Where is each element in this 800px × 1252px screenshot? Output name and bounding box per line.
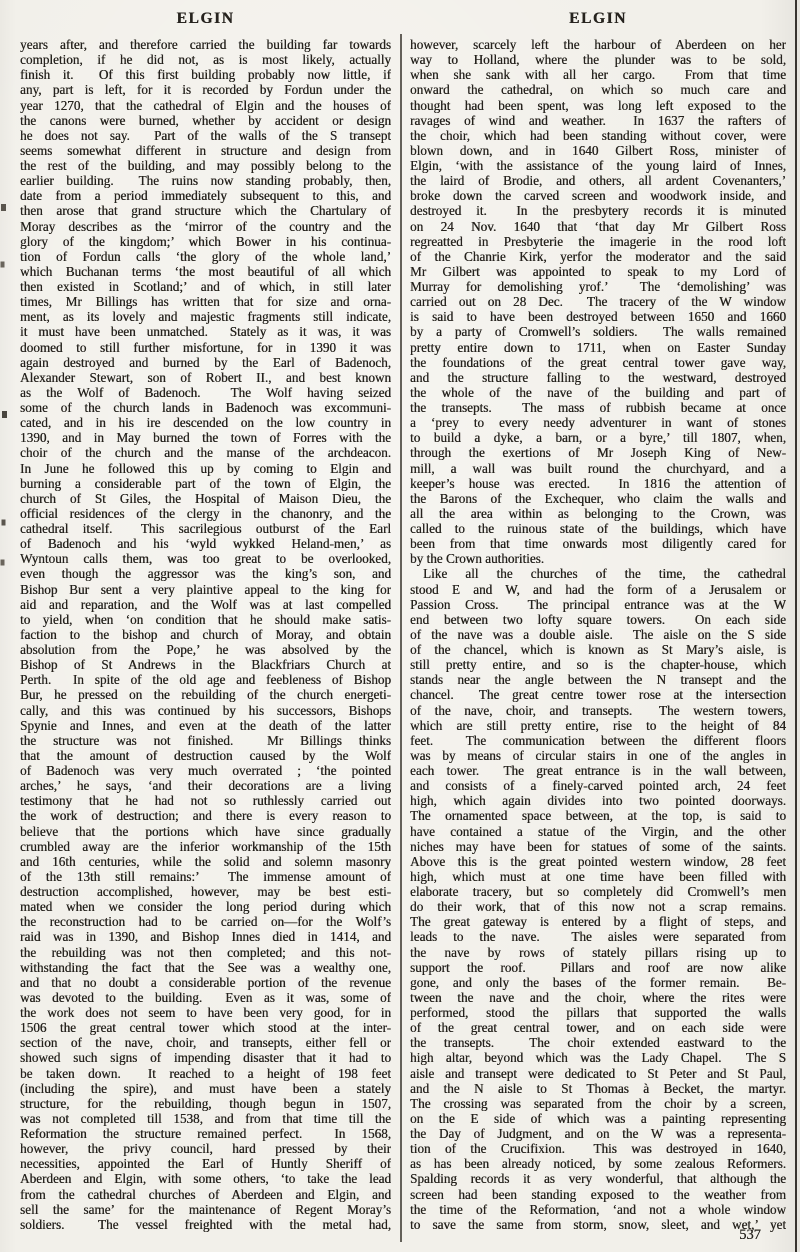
text-line: choir of the church and the manse of the archdeacon. — [20, 445, 391, 461]
text-line: year 1270, that the cathedral of Elgin and the houses of — [20, 97, 391, 113]
text-line: onward the cathedral, on which so much care and — [410, 82, 786, 98]
text-line: Murray for demolishing yrof.’ The ‘demolishing’ was — [410, 279, 786, 294]
text-line: tween the nave and the choir, where the rites were — [410, 989, 786, 1005]
text-line: Spalding records it as very wonderful, that although the — [410, 1171, 786, 1187]
running-head-left: ELGIN — [176, 10, 235, 27]
text-line: earlier building. The ruins now standing probably, then, — [20, 173, 391, 189]
text-line: Reformation the structure remained perfect. In 1568, — [20, 1126, 391, 1141]
text-line: structure, for the rebuilding, though begun in 1507, — [20, 1095, 391, 1111]
text-line: ment, as its lovely and majestic fragments still indicate, — [20, 309, 391, 325]
text-line: high altar, beyond which was the Lady Chapel. The S — [410, 1050, 786, 1066]
text-line: destroyed it. In the presbytery records it is minuted — [410, 203, 786, 219]
text-line: which are still pretty entire, rise to the height of 84 — [410, 717, 786, 733]
text-line: testimony that he had not so ruthlessly carried out — [20, 793, 391, 809]
text-line: cated, and in his ire descended on the low country in — [20, 415, 391, 431]
text-line: again destroyed and burned by the Earl of Badenoch, — [20, 354, 391, 370]
text-line: completion, if he did not, as is most likely, actually — [20, 52, 391, 68]
page-edge-line — [795, 0, 797, 1252]
text-line: Like all the churches of the time, the cathedral — [423, 566, 786, 582]
text-line: stood E and W, and had the form of a Jerusalem or — [410, 581, 786, 597]
text-line: tion of the Crucifixion. This was destroyed in 1640, — [410, 1141, 786, 1157]
text-line: to yield, when ‘on condition that he should make satis- — [20, 611, 391, 627]
text-line: the transepts. The choir extended eastward to the — [410, 1035, 786, 1051]
text-line: necessities, appointed the Earl of Huntly Sheriff of — [20, 1156, 391, 1172]
text-line: it must have been unmatched. Stately as it was, it was — [20, 324, 391, 340]
text-line: doomed to still further misfortune, for in 1390 it was — [20, 339, 391, 355]
text-line: tion of Fordun calls ‘the glory of the whole land,’ — [20, 248, 391, 264]
text-line: 1506 the great central tower which stood at the inter- — [20, 1020, 391, 1036]
text-line: keeper’s house was erected. In 1816 the attention of — [410, 475, 786, 491]
text-line: of the nave was a double aisle. The aisle on the S side — [410, 626, 786, 642]
text-line: the time of the Reformation, ‘and not a whole window — [410, 1201, 786, 1217]
text-line: In June he followed this up by coming to Elgin and — [20, 460, 391, 476]
text-line: the rebuilding was not then completed; and this not- — [20, 944, 391, 960]
text-line: ravages of wind and weather. In 1637 the rafters of — [410, 112, 786, 128]
text-line: believe that the portions which have since gradually — [20, 823, 391, 839]
text-line: the Day of Judgment, and on the W was a representa- — [410, 1126, 786, 1141]
text-line: crumbled away are the inferior workmanship of the 15th — [20, 838, 391, 854]
text-line: on 24 Nov. 1640 that ‘that day Mr Gilbert Ross — [410, 218, 786, 234]
text-line: Wyntoun calls them, was too great to be overlooked, — [20, 551, 391, 567]
text-line: each tower. The great entrance is in the wall between, — [410, 763, 786, 778]
text-line: mated when we consider the long period during which — [20, 899, 391, 915]
text-line: the transepts. The mass of rubbish became at once — [410, 400, 786, 415]
running-head-right: ELGIN — [569, 10, 627, 27]
scan-artifact — [0, 0, 3, 5]
text-line: screen had been standing exposed to the weather from — [410, 1186, 786, 1202]
text-line: and consists of a finely-carved pointed arch, 24 feet — [410, 778, 786, 794]
text-line: blown down, and in 1640 Gilbert Ross, minister of — [410, 142, 786, 158]
text-line: however, scarcely left the harbour of Aberdeen on her — [410, 37, 786, 52]
text-line: The great gateway is entered by a flight of steps, and — [410, 914, 786, 930]
text-line: the canons were burned, whether by accident or design — [20, 112, 391, 128]
text-line: cally, and this was continued by his successors, Bishops — [20, 702, 391, 718]
text-line: the structure was not finished. Mr Billings thinks — [20, 732, 391, 748]
text-line: thought had been spent, was long left exposed to the — [410, 97, 786, 113]
text-column-left — [20, 37, 391, 1232]
column-divider-rule — [400, 34, 402, 1242]
text-line: the Barons of the Exchequer, who claim the walls and — [410, 490, 786, 506]
text-line: a ‘prey to every needy adventurer in want of stones — [410, 415, 786, 431]
text-line: when she sank with all her cargo. From that time — [410, 67, 786, 83]
text-line: to build a dyke, a barn, or a byre,’ till 1807, when, — [410, 430, 786, 446]
text-line: feet. The communication between the different floors — [410, 732, 786, 748]
text-line: and 16th centuries, while the solid and solemn masonry — [20, 853, 391, 869]
text-line: niches may have been for statues of some of the saints. — [410, 838, 786, 854]
text-line: Bishop Bur sent a very plaintive appeal to the king for — [20, 581, 391, 597]
text-line: of the 13th still remains:’ The immense amount of — [20, 868, 391, 884]
text-line: performed, stood the pillars that supported the walls — [410, 1005, 786, 1020]
text-line: by a party of Cromwell’s soldiers. The walls remained — [410, 324, 786, 340]
text-line: regreatted in Presbyterie the imagerie in the rood loft — [410, 233, 786, 249]
text-line: showed such signs of impending disaster that it had to — [20, 1050, 391, 1066]
text-line: 1390, and in May burned the town of Forres with the — [20, 430, 391, 446]
text-line: was not completed till 1538, and from that time till the — [20, 1110, 391, 1126]
text-line: section of the nave, choir, and transepts, either fell or — [20, 1035, 391, 1051]
text-line: some of the church lands in Badenoch was excommuni- — [20, 400, 391, 415]
text-line: called to the ruinous state of the buildings, which have — [410, 521, 786, 536]
text-line: official residences of the clergy in the chanonry, and the — [20, 505, 391, 521]
text-line: that the amount of destruction caused by the Wolf — [20, 747, 391, 763]
text-line: soldiers. The vessel freighted with the metal had, — [20, 1216, 391, 1232]
text-line: as the Wolf of Badenoch. The Wolf having seized — [20, 384, 391, 400]
text-line: Passion Cross. The principal entrance was at the W — [410, 596, 786, 612]
text-line: the laird of Brodie, and others, all ardent Covenanters,’ — [410, 173, 786, 189]
text-line: to save the same from storm, snow, sleet, and wet,’ yet — [410, 1216, 786, 1232]
text-line: way to Holland, where the plunder was to be sold, — [410, 52, 786, 68]
text-line: Moray describes as the ‘mirror of the country and the — [20, 218, 391, 234]
text-line: the work of destruction; and there is every reason to — [20, 808, 391, 824]
text-line: of the Chanrie Kirk, yerfor the moderator and the said — [410, 248, 786, 264]
text-line: leads to the nave. The aisles were separated from — [410, 929, 786, 945]
text-line: pretty entire down to 1711, when on Easter Sunday — [410, 339, 786, 355]
text-line: the work does not seem to have been very good, for in — [20, 1005, 391, 1020]
text-line: high, which again divides into two pointed doorways. — [410, 793, 786, 809]
text-line: cathedral itself. This sacrilegious outburst of the Earl — [20, 521, 391, 536]
text-line: sell the same’ for the maintenance of Regent Moray’s — [20, 1201, 391, 1217]
text-line: of the great central tower, and on each side were — [410, 1020, 786, 1036]
text-line: glory of the kingdom;’ which Bower in his continua- — [20, 233, 391, 249]
text-line: through the exertions of Mr Joseph King of New- — [410, 445, 786, 461]
text-line: church of St Giles, the Hospital of Maison Dieu, the — [20, 490, 391, 506]
text-line: as has been already noticed, by some zealous Reformers. — [410, 1156, 786, 1172]
text-line: then arose that grand structure which the Chartulary of — [20, 203, 391, 219]
text-line: have contained a statue of the Virgin, and the other — [410, 823, 786, 839]
text-line: Elgin, ‘with the assistance of the young laird of Innes, — [410, 158, 786, 173]
text-line: high, which must at one time have been filled with — [410, 868, 786, 884]
text-line: Bishop of St Andrews in the Blackfriars Church at — [20, 657, 391, 673]
text-line: of Badenoch was very much overrated ; ‘the pointed — [20, 763, 391, 778]
text-line: still pretty entire, and so is the chapter-house, which — [410, 657, 786, 673]
text-line: was by means of circular stairs in one of the angles in — [410, 747, 786, 763]
text-line: the rest of the building, and may possibly belong to the — [20, 158, 391, 173]
text-line: on the E side of which was a painting representing — [410, 1110, 786, 1126]
text-line: the choir, which had been standing without cover, were — [410, 127, 786, 143]
text-line: finish it. Of this first building probably now little, if — [20, 67, 391, 83]
text-line: aisle and transept were dedicated to St Peter and St Paul, — [410, 1065, 786, 1081]
text-line: of Badenoch and his ‘wyld wykked Heland-men,’ as — [20, 536, 391, 552]
text-line: was devoted to the building. Even as it was, some of — [20, 989, 391, 1005]
text-line: Alexander Stewart, son of Robert II., and best known — [20, 369, 391, 385]
text-line: (including the spire), and must have been a stately — [20, 1080, 391, 1096]
text-line: Perth. In spite of the old age and feebleness of Bishop — [20, 672, 391, 688]
text-line: date from a period immediately subsequent to this, and — [20, 188, 391, 204]
text-line: gone, and only the bases of the former remain. Be- — [410, 974, 786, 990]
text-line: he does not say. Part of the walls of the S transept — [20, 127, 391, 143]
text-line: the whole of the nave of the building and part of — [410, 384, 786, 400]
page-number: 537 — [739, 1227, 761, 1243]
text-line: times, Mr Billings has written that for size and orna- — [20, 294, 391, 310]
text-line: destruction accomplished, however, may be best esti- — [20, 884, 391, 899]
text-line: absolution from the Pope,’ he was absolved by the — [20, 642, 391, 657]
text-line: by the Crown authorities. — [410, 551, 545, 567]
text-line: support the roof. Pillars and roof are now alike — [410, 959, 786, 975]
text-line: any, part is left, for it is recorded by Fordun under the — [20, 82, 391, 98]
text-line: burning a considerable part of the town of Elgin, the — [20, 475, 391, 491]
text-line: arches,’ he says, ‘and their decorations are a living — [20, 778, 391, 794]
text-line: Above this is the great pointed western window, 28 feet — [410, 853, 786, 869]
text-line: however, the privy council, hard pressed by their — [20, 1141, 391, 1157]
text-line: the reconstruction had to be carried on—for the Wolf’s — [20, 914, 391, 930]
text-line: which Buchanan terms ‘the most beautiful of all which — [20, 263, 391, 279]
text-line: The ornamented space between, at the top, is said to — [410, 808, 786, 824]
text-line: carried out on 28 Dec. The tracery of the W window — [410, 294, 786, 310]
text-line: mill, a wall was built round the churchyard, and a — [410, 460, 786, 476]
text-line: been from that time onwards most diligently cared for — [410, 536, 786, 552]
text-line: stands near the angle between the N transept and the — [410, 672, 786, 688]
text-line: end between two lofty square towers. On each side — [410, 611, 786, 627]
text-line: Bur, he pressed on the rebuilding of the church energeti- — [20, 687, 391, 703]
text-line: raid was in 1390, and Bishop Innes died in 1414, and — [20, 929, 391, 945]
text-line: The crossing was separated from the choir by a screen, — [410, 1095, 786, 1111]
text-line: all the area within as belonging to the Crown, was — [410, 505, 786, 521]
text-line: years after, and therefore carried the building far towards — [20, 37, 391, 52]
text-line: and the N aisle to St Thomas à Becket, the martyr. — [410, 1080, 786, 1096]
text-line: do their work, that of this now not a scrap remains. — [410, 899, 786, 915]
text-line: then existed in Scotland;’ and of which, in still later — [20, 279, 391, 294]
text-line: Spynie and Innes, and even at the death of the latter — [20, 717, 391, 733]
text-line: faction to the bishop and church of Moray, and obtain — [20, 626, 391, 642]
text-line: of the nave, choir, and transepts. The western towers, — [410, 702, 786, 718]
text-line: of the chancel, which is known as St Mary’s aisle, is — [410, 642, 786, 657]
text-line: even though the aggressor was the king’s son, and — [20, 566, 391, 582]
text-line: and that no doubt a considerable portion of the revenue — [20, 974, 391, 990]
text-line: Mr Gilbert was appointed to speak to my Lord of — [410, 263, 786, 279]
text-line: be taken down. It reached to a height of 198 feet — [20, 1065, 391, 1081]
text-line: Aberdeen and Elgin, with some others, ‘to take the lead — [20, 1171, 391, 1187]
text-line: the foundations of the great central tower gave way, — [410, 354, 786, 370]
text-line: broke down the carved screen and woodwork inside, and — [410, 188, 786, 204]
text-line: from the cathedral churches of Aberdeen and Elgin, and — [20, 1186, 391, 1202]
text-line: elaborate tracery, but so completely did Cromwell’s men — [410, 884, 786, 899]
text-line: chancel. The great centre tower rose at the intersection — [410, 687, 786, 703]
text-line: seems somewhat different in structure and design from — [20, 142, 391, 158]
text-line: and the structure falling to the westward, destroyed — [410, 369, 786, 385]
text-line: is said to have been destroyed between 1650 and 1660 — [410, 309, 786, 325]
text-column-right — [410, 37, 786, 1232]
text-line: withstanding the fact that the See was a wealthy one, — [20, 959, 391, 975]
text-line: the nave by rows of stately pillars rising up to — [410, 944, 786, 960]
text-line: aid and reparation, and the Wolf was at last compelled — [20, 596, 391, 612]
